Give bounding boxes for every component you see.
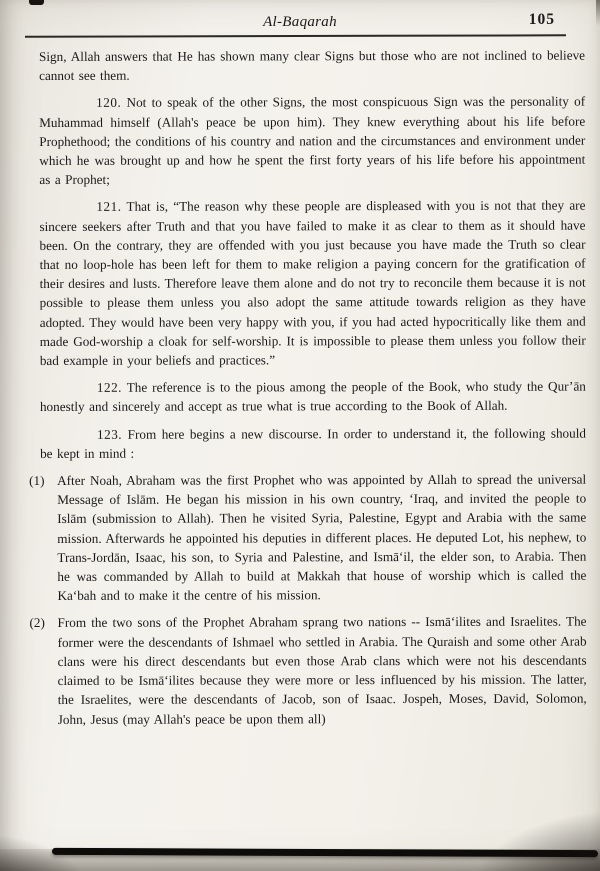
page-number: 105 xyxy=(528,11,555,28)
list-item-1 xyxy=(29,470,587,606)
list-marker-2: (2) xyxy=(29,615,45,631)
list-item-text-1: After Noah, Abraham was the first Prophet who was appointed by Allah to spread the universal Message of Islām. He began his mission in his own country, ‘Iraq, and invited the people to Islām (submission to Allah). Then he visited Syria, Palestine, Egypt and Arabia with the same mission. Afterwards he appointed his deputies in different places. He deputed Lot, his nephew, to Trans-Jordān, Isaac, his son, to Syria and Palestine, and Ismā‘il, the elder son, to Arabia. Then he was commanded by Allah to build at Makkah that house of worship which is called the Ka‘bah and to make it the centre of his mission. xyxy=(57,471,587,604)
note-text-122: The reference is to the pious among the people of the Book, who study the Qur’ān honestly and sincerely and accept as true what is true according to the Book of Allah. xyxy=(39,378,586,415)
page-body xyxy=(29,46,587,729)
paragraph-note-120 xyxy=(39,92,585,189)
paragraph-note-121 xyxy=(39,196,585,370)
scan-artifact-corner-bottom-right xyxy=(472,812,600,871)
header-rule xyxy=(25,34,566,37)
page-header xyxy=(25,13,575,35)
note-number-120: 120. xyxy=(96,95,122,111)
running-header-title: Al-Baqarah xyxy=(263,14,337,30)
note-number-122: 122. xyxy=(96,380,122,396)
note-text-120: Not to speak of the other Signs, the most conspicuous Sign was the personality of Muhammad himself (Allah's peace be upon him). They knew everything about his life before Prophethood; the conditions of his country and nation and the circumstances and environment under which he was brought up and how he spent the first forty years of his life before his appointment as a Prophet; xyxy=(39,93,586,188)
list-item-2 xyxy=(29,612,587,729)
scan-artifact-top-tick xyxy=(29,0,44,5)
scan-artifact-corner-bottom-left xyxy=(0,835,87,871)
paragraph-note-122 xyxy=(40,377,586,417)
list-item-text-2: From the two sons of the Prophet Abraham sprang two nations -- Ismā‘ilites and Israelites. The former were the descendants of Ishmael who settled in Arabia. The Quraish and some other Arab clans were his direct descendants but even those Arab clans which were not his descendants claimed to be Ismā‘ilites because they were more or less influenced by his mission. The latter, the Israelites, were the descendants of Jacob, son of Isaac. Jospeh, Moses, David, Solomon, John, Jesus (may Allah's peace be upon them all) xyxy=(57,614,587,727)
note-number-121: 121. xyxy=(96,199,122,215)
scan-artifact-top-right-edge xyxy=(596,0,600,26)
list-marker-1: (1) xyxy=(29,473,45,489)
paragraph-note-123 xyxy=(40,423,586,463)
note-text-123: From here begins a new discourse. In order to understand it, the following should be kept in mind : xyxy=(40,425,587,461)
note-text-121: That is, “The reason why these people are displeased with you is not that they are sincere seekers after Truth and that you have failed to make it as clear to them as it should have been. On the contrary, they are offended with you just because you have made the Truth so clear that no loop-hole has been left for them to make religion a paying concern for the gratification of their desires and lusts. Therefore leave them alone and do not try to reconcile them because it is not possible to please them unless you also adopt the same attitude towards religion as they have adopted. They would have been very happy with you, if you had acted hypocritically like them and made God-worship a cloak for self-worship. It is impossible to please them unless you follow their bad example in your beliefs and practices.” xyxy=(39,197,586,369)
note-number-123: 123. xyxy=(96,426,123,442)
paragraph-continuation: Sign, Allah answers that He has shown many clear Signs but those who are not inclined to believe cannot see them. xyxy=(39,47,586,84)
